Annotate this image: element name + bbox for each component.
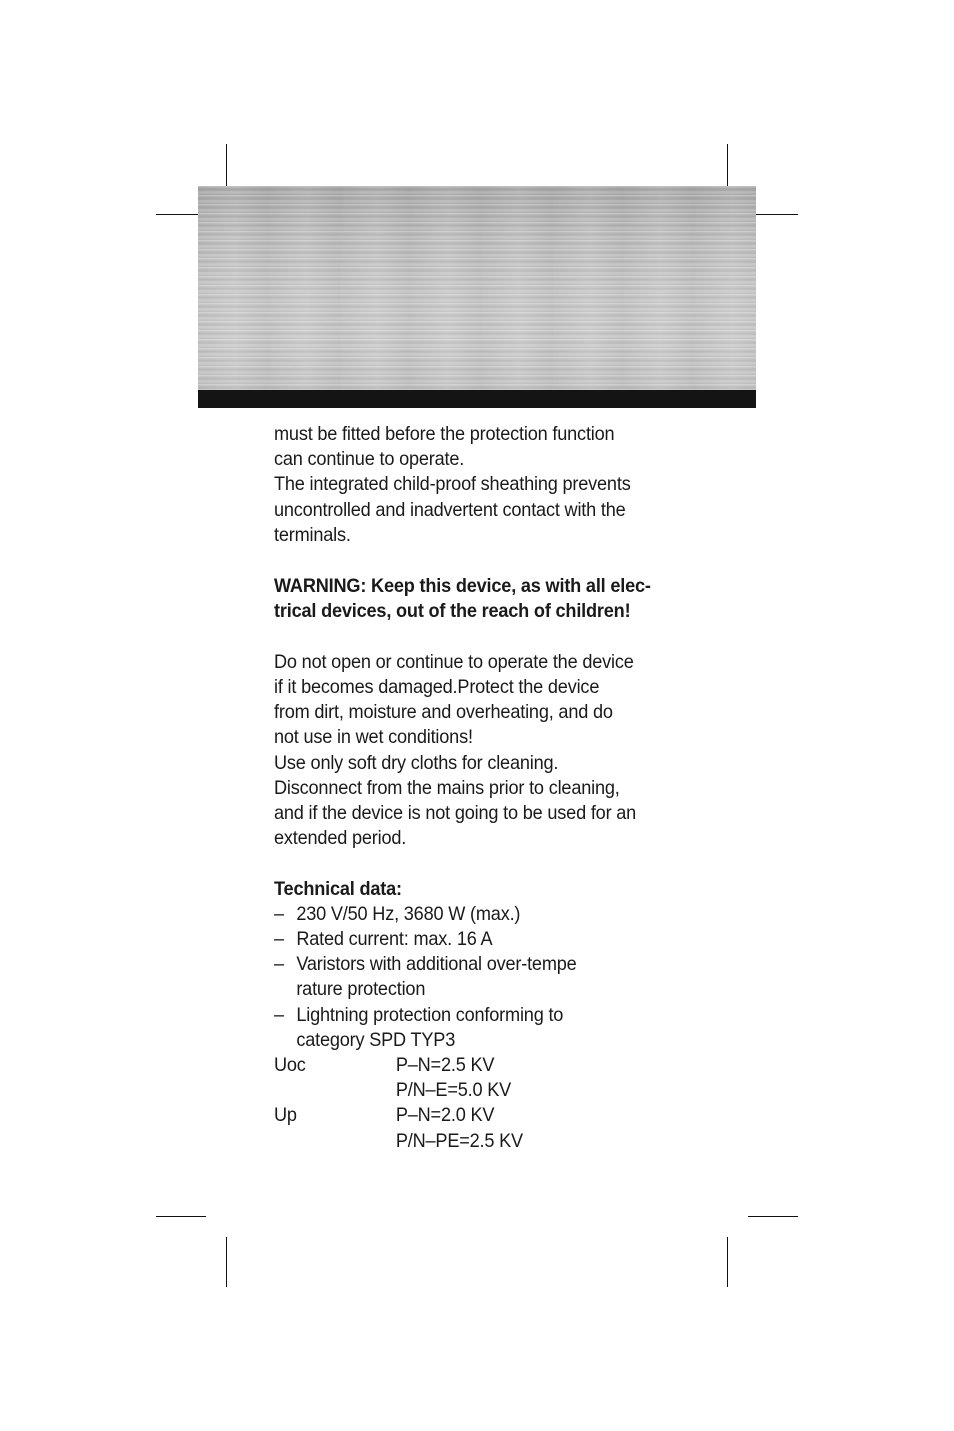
text-line: if it becomes damaged.Protect the device [274,676,600,698]
spec-key [274,1078,396,1103]
text-line: trical devices, out of the reach of children! [274,600,631,623]
intro-paragraph-1 [274,422,665,472]
spec-row [274,1129,665,1154]
text-line: category SPD TYP3 [296,1028,456,1051]
spec-row [274,1078,665,1103]
text-line: terminals. [274,523,351,546]
text-line: from dirt, moisture and overheating, and do [274,701,613,724]
dash-bullet: – [274,953,284,976]
text-line: can continue to operate. [274,448,465,471]
technical-data-heading: Technical data: [274,877,402,900]
spec-value: P–N=2.0 KV [395,1104,495,1127]
care-paragraph-1 [274,650,665,751]
text-line: Rated current: max. 16 A [296,928,493,951]
crop-mark-bottom-left-vertical [226,1237,227,1287]
spec-row [274,1103,665,1128]
spec-value: P/N–PE=2.5 KV [395,1129,523,1152]
brushed-metal-header-band [198,186,756,390]
technical-list-item [274,902,665,927]
spec-key: Uoc [274,1054,306,1077]
text-line: must be fitted before the protection function [274,423,615,445]
text-line: Disconnect from the mains prior to cleaning, [274,776,620,799]
spec-value: P/N–E=5.0 KV [395,1079,512,1102]
text-line: rature protection [296,978,426,1001]
technical-list-item [274,927,665,952]
text-line: uncontrolled and inadvertent contact with the [274,498,626,521]
list-item-text [296,927,664,952]
text-line: and if the device is not going to be used for an [274,802,637,825]
text-line: WARNING: Keep this device, as with all elec- [274,575,651,598]
warning-paragraph [274,574,665,624]
list-item-text [296,952,664,1002]
text-line: Varistors with additional over-tempe [296,953,577,976]
manual-page-content [274,422,665,1154]
intro-paragraph-2 [274,472,665,548]
dash-bullet: – [274,1003,284,1026]
dash-bullet: – [274,928,284,951]
spec-row [274,1053,665,1078]
text-line: 230 V/50 Hz, 3680 W (max.) [296,902,521,925]
care-paragraph-2 [274,751,665,852]
spec-value: P–N=2.5 KV [395,1054,495,1077]
crop-mark-bottom-right-vertical [727,1237,728,1287]
text-line: Lightning protection conforming to [296,1003,564,1026]
dash-bullet: – [274,902,284,925]
technical-list-item [274,1003,665,1053]
technical-list-item [274,952,665,1002]
list-item-text [296,1003,664,1053]
text-line: extended period. [274,827,407,850]
text-line: The integrated child-proof sheathing prevents [274,473,631,496]
header-black-bar [198,390,756,408]
crop-mark-bottom-right-horizontal [748,1216,798,1217]
text-line: not use in wet conditions! [274,726,473,749]
crop-mark-bottom-left-horizontal [156,1216,206,1217]
text-line: Do not open or continue to operate the device [274,650,634,673]
list-item-text [296,902,664,927]
text-line: Use only soft dry cloths for cleaning. [274,751,559,774]
spec-key [274,1129,396,1154]
spec-key: Up [274,1104,297,1127]
